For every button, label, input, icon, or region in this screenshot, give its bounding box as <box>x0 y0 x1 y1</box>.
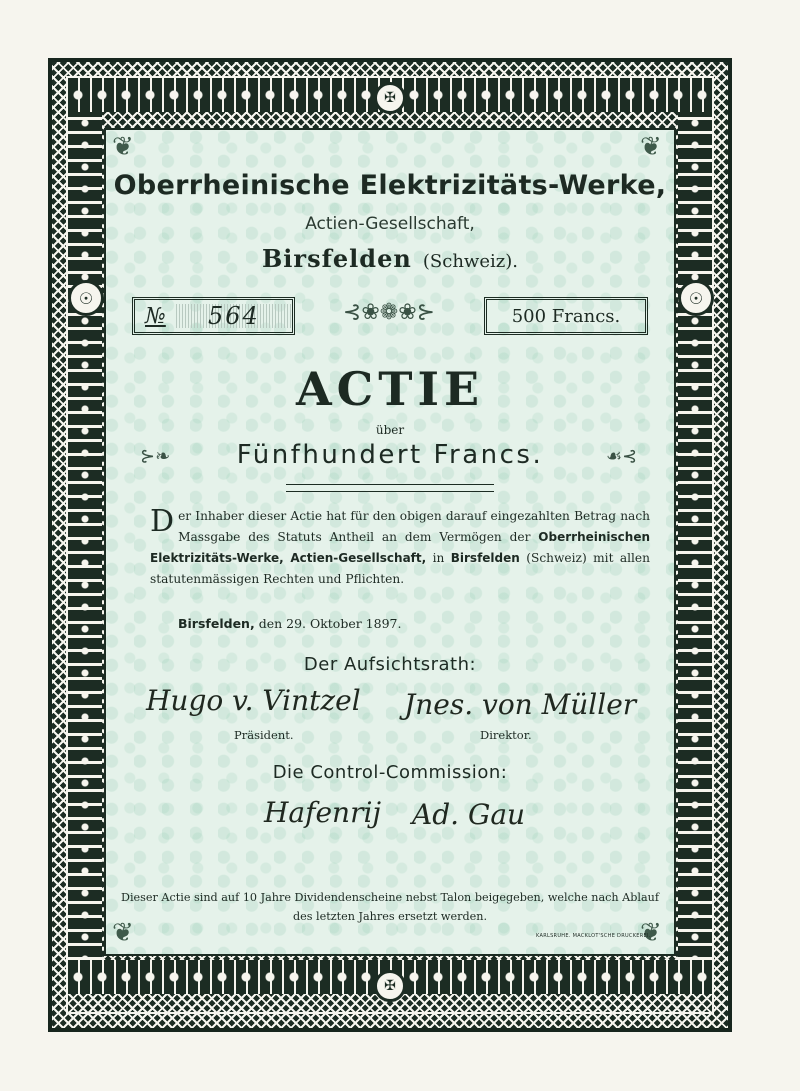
share-number-box <box>132 297 295 335</box>
role-director: Direktor. <box>480 728 532 742</box>
company-name: Oberrheinische Elektrizitäts-Werke, <box>113 170 667 201</box>
corner-ornament-top-right-icon: ❦ <box>640 132 662 162</box>
amount-in-words: Fünfhundert Francs. <box>236 440 544 470</box>
center-scroll-ornament-icon: ⊰❀❁❀⊱ <box>342 300 436 325</box>
date: den 29. Oktober 1897. <box>258 616 402 631</box>
company-seat <box>104 244 676 273</box>
body-city-bold: Birsfelden <box>450 551 520 565</box>
eagle-crest-bottom-icon: ✠ <box>374 970 406 1002</box>
scroll-left-icon: ⊱❧ <box>140 446 171 467</box>
signature-commission-right: Ad. Gau <box>412 798 526 831</box>
eagle-crest-icon: ✠ <box>374 82 406 114</box>
corner-ornament-bottom-right-icon: ❦ <box>640 918 662 948</box>
body-part-2: in <box>426 551 451 565</box>
portrait-medallion-right-icon: ☉ <box>678 280 714 316</box>
body-company-bold: Oberrheinischen Elektrizitäts-Werke, Actien-Gesellschaft, <box>150 530 650 565</box>
number-label: № <box>145 303 166 329</box>
company-type: Actien-Gesellschaft, <box>305 214 475 234</box>
signature-commission-left: Hafenrij <box>264 796 382 829</box>
certificate-body <box>150 506 650 590</box>
printer-imprint: KARLSRUHE. MACKLOT'SCHE DRUCKEREI. <box>536 933 651 939</box>
board-heading: Der Aufsichtsrath: <box>303 654 477 675</box>
portrait-medallion-left-icon: ☉ <box>68 280 104 316</box>
signature-president: Hugo v. Vintzel <box>146 684 361 717</box>
number-hatch <box>176 304 292 328</box>
title-connector: über <box>375 423 405 437</box>
share-number: 564 <box>208 302 260 330</box>
denomination-box <box>484 297 648 335</box>
corner-ornament-bottom-left-icon: ❦ <box>112 918 134 948</box>
corner-ornament-top-left-icon: ❦ <box>112 132 134 162</box>
dividend-coupon-note: Dieser Actie sind auf 10 Jahre Dividendenscheine nebst Talon beigegeben, welche nach Ablauf des letzten Jahres ersetzt werden. <box>120 891 660 923</box>
body-part-1: er Inhaber dieser Actie hat für den obigen darauf eingezahlten Betrag nach Massgabe des Statuts Antheil an dem Vermögen der <box>178 509 650 544</box>
place: Birsfelden, <box>178 616 255 631</box>
certificate-title: ACTIE <box>295 362 485 416</box>
signature-director: Jnes. von Müller <box>404 688 637 721</box>
denomination: 500 Francs. <box>511 305 621 327</box>
company-country: (Schweiz). <box>422 251 518 272</box>
dropcap-letter: D <box>150 504 175 539</box>
body-part-3: (Schweiz) mit allen statutenmässigen Rechten und Pflichten. <box>150 551 650 586</box>
title-divider <box>286 484 494 492</box>
place-and-date <box>178 616 401 631</box>
role-president: Präsident. <box>234 728 294 742</box>
commission-heading: Die Control-Commission: <box>272 762 508 783</box>
company-city: Birsfelden <box>262 244 412 273</box>
scroll-right-icon: ☙⊰ <box>606 446 638 467</box>
